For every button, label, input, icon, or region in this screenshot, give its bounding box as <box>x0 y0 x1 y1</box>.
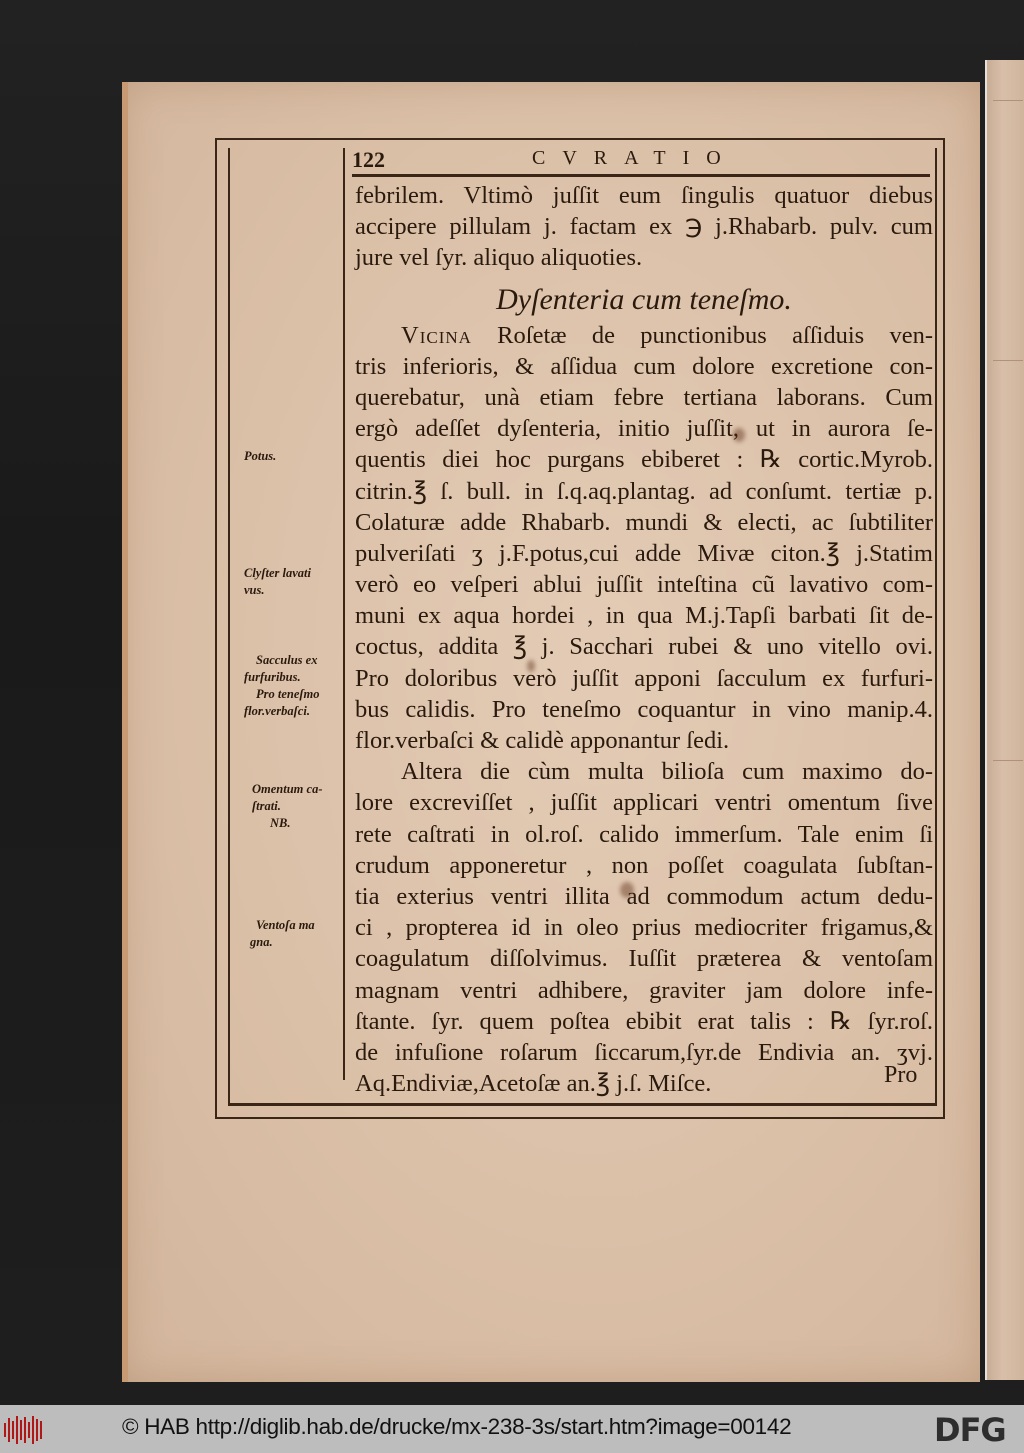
text-line: febrilem. Vltimò juſſit eum ſingulis quatuor diebus <box>355 182 933 209</box>
text-line: citrin.℥ ſ. bull. in ſ.q.aq.plantag. ad conſumt. tertiæ p. <box>355 477 933 505</box>
marginal-note-ventosa <box>244 917 344 951</box>
marginal-line: Pro teneſmo <box>256 687 320 701</box>
page-edge <box>122 82 128 1382</box>
adjacent-page-rule <box>993 100 1023 101</box>
text-line <box>355 320 933 351</box>
running-head <box>352 147 930 175</box>
text-line: ergò adeſſet dyſenteria, initio juſſit, ut in aurora ſe- <box>355 415 933 443</box>
text-line: tris inferioris, & aſſidua cum dolore excretione con- <box>355 352 933 380</box>
copyright-link[interactable]: © HAB http://diglib.hab.de/drucke/mx-238-3s/start.htm?image=00142 <box>122 1414 792 1439</box>
text-line: Colaturæ adde Rhabarb. mundi & electi, ac ſubtiliter <box>355 508 933 536</box>
adjacent-page-edge <box>985 60 1024 1380</box>
text-line: Aq.Endiviæ,Acetoſæ an.℥ j.ſ. Miſce. <box>355 1070 712 1098</box>
text-line: de infuſione roſarum ſiccarum,ſyr.de Endivia an. ʒvj. <box>355 1038 933 1066</box>
marginal-note-potus <box>244 448 344 465</box>
marginal-line: flor.verbaſci. <box>244 704 310 718</box>
marginal-line: Omentum ca- <box>252 782 323 796</box>
footer-bar <box>0 1405 1024 1453</box>
dfg-logo: DFG <box>934 1411 1006 1449</box>
text-line: bus calidis. Pro teneſmo coquantur in vino manip.4. <box>355 695 933 723</box>
paragraph-lead-word: Vicina <box>401 321 472 349</box>
text-fragment: Roſetæ de punctionibus aſſiduis ven- <box>471 321 933 349</box>
running-title: CVRATIO <box>532 147 738 169</box>
text-line: querebatur, unà etiam febre tertiana laborans. Cum <box>355 383 933 411</box>
text-line: flor.verbaſci & calidè apponantur ſedi. <box>355 727 730 754</box>
marginal-note-omentum <box>244 781 344 832</box>
text-line: Pro doloribus verò juſſit apponi ſacculum ex furfuri- <box>355 664 933 692</box>
marginal-line: Clyſter lavati <box>244 566 311 580</box>
marginal-line: NB. <box>270 816 291 830</box>
catchword: Pro <box>884 1062 918 1088</box>
marginal-line: gna. <box>250 935 273 949</box>
adjacent-page-rule <box>993 360 1023 361</box>
marginal-line: furfuribus. <box>244 670 301 684</box>
text-line: muni ex aqua hordei , in qua M.j.Tapſi barbati ſit de- <box>355 602 933 630</box>
text-line: crudum apponeretur , non poſſet coagulata ſubſtan- <box>355 851 933 879</box>
marginal-line: Sacculus ex <box>256 653 318 667</box>
marginal-line: Ventoſa ma <box>256 918 315 932</box>
marginal-line: vus. <box>244 583 265 597</box>
text-line: tia exterius ventri illita ad commodum actum dedu- <box>355 882 933 910</box>
marginal-line: ſtrati. <box>252 799 281 813</box>
text-line: rete caſtrati in ol.roſ. calido immerſum. Tale enim ſi <box>355 820 933 848</box>
text-line: quentis diei hoc purgans ebiberet : ℞ cortic.Myrob. <box>355 446 933 474</box>
text-line: ci , propterea id in oleo prius mediocriter frigamus,& <box>355 914 933 942</box>
text-line: lore excreviſſet , juſſit applicari ventri omentum ſive <box>355 789 933 817</box>
text-line: ſtante. ſyr. quem poſtea ebibit erat talis : ℞ ſyr.roſ. <box>355 1007 933 1035</box>
text-line: coctus, addita ℥ j. Sacchari rubei & uno vitello ovi. <box>355 633 933 661</box>
text-line: verò eo veſperi ablui juſſit inteſtina cũ lavativo com- <box>355 571 933 599</box>
adjacent-page-rule <box>993 760 1023 761</box>
hab-logo-icon <box>4 1415 44 1445</box>
text-line: coagulatum diſſolvimus. Iuſſit præterea & ventoſam <box>355 945 933 973</box>
marginal-note-sacculus <box>244 652 344 720</box>
ink-stain <box>527 660 535 672</box>
text-line: accipere pillulam j. factam ex ℈ j.Rhabarb. pulv. cum <box>355 213 933 241</box>
ink-stain <box>733 428 745 442</box>
ink-stain <box>620 882 634 898</box>
text-line: magnam ventri adhibere, graviter jam dolore infe- <box>355 976 933 1004</box>
text-line: jure vel ſyr. aliquo aliquoties. <box>355 244 643 272</box>
page-number: 122 <box>352 147 385 172</box>
body-text <box>355 180 933 1099</box>
section-heading: Dyſenteria cum teneſmo. <box>496 282 792 316</box>
text-line: Altera die cùm multa bilioſa cum maximo do- <box>401 758 933 786</box>
marginal-note-clyster <box>244 565 344 599</box>
text-line: pulveriſati ʒ j.F.potus,cui adde Mivæ citon.℥ j.Statim <box>355 539 933 567</box>
marginal-line: Potus. <box>244 449 277 463</box>
